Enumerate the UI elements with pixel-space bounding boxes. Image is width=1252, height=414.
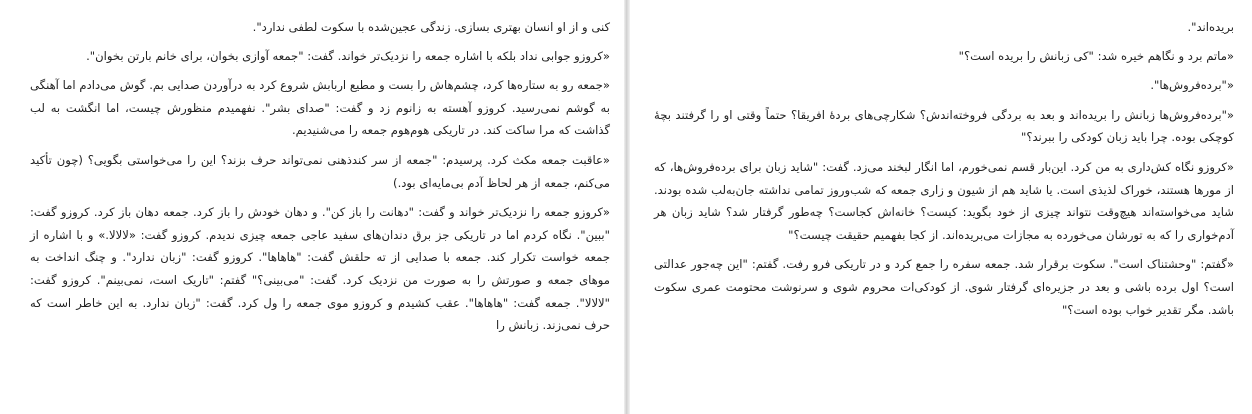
paragraph: «ماتم برد و نگاهم خیره شد: "کی زبانش را بریده است؟" bbox=[958, 48, 1234, 63]
paragraph: «"برده‌فروش‌ها زبانش را بریده‌اند و بعد به بردگی فروخته‌اندش؟ شکارچی‌های بردهٔ افریقا؟ حتماً وقتی او را گرفتند بچهٔ کوچکی بوده. چرا باید زبان کودکی را ببرند؟" bbox=[654, 107, 1234, 145]
paragraph: کنی و از او انسان بهتری بسازی. زندگی عجین‌شده با سکوت لطفی ندارد". bbox=[252, 20, 610, 34]
right-page bbox=[654, 16, 1234, 328]
paragraph: «کروزو جوابی نداد بلکه با اشاره جمعه را نزدیک‌تر خواند. گفت: "جمعه آوازی بخوان، برای خانم بارتن بخوان". bbox=[86, 48, 610, 63]
paragraph: بریده‌اند". bbox=[1187, 20, 1234, 34]
paragraph: «گفتم: "وحشتناک است". سکوت برقرار شد. جمعه سفره را جمع کرد و در تاریکی فرو رفت. گفتم: "این چه‌جور عدالتی است؟ اول برده باشی و بعد در جزیره‌ای گرفتار شوی. از کودکی‌ات محروم شوی و سرنوشت محتومت عمری سکوت باشد. مگر تقدیر خواب بوده است؟" bbox=[654, 257, 1234, 317]
paragraph: «جمعه رو به ستاره‌ها کرد، چشم‌هاش را بست و مطیع اربابش شروع کرد به درآوردن صدایی بم. گوش می‌دادم اما آهنگی به گوشم نمی‌رسید. کروزو آهسته به زانوم زد و گفت: "صدای بشر". نفهمیدم منظورش چیست، اما انگشت به لب گذاشت که مرا ساکت کند. در تاریکی هوم‌هوم جمعه را می‌شنیدیم. bbox=[30, 78, 610, 138]
left-page bbox=[30, 16, 610, 344]
paragraph: «"برده‌فروش‌ها". bbox=[1150, 78, 1234, 93]
paragraph: «کروزو جمعه را نزدیک‌تر خواند و گفت: "دهانت را باز کن". و دهان خودش را باز کرد. جمعه دهان باز کرد. کروزو گفت: "ببین". نگاه کردم اما در تاریکی جز برق دندان‌های سفید عاجی جمعه چیزی ندیدم. کروزو گفت: «لالالا.» و با اشاره از جمعه خواست تکرار کند. جمعه با صدایی از ته حلقش گفت: "هاهاها". کروزو گفت: "زبان ندارد". و چنگ انداخت به موهای جمعه و صورتش را به صورت من نزدیک کرد. گفت: "می‌بینی؟" گفتم: "تاریک است، نمی‌بینم". کروزو گفت: "لالالا". جمعه گفت: "هاهاها". عقب کشیدم و کروزو موی جمعه را ول کرد. گفت: "زبان ندارد. به این خاطر است که حرف نمی‌زند. زبانش را bbox=[30, 205, 610, 333]
book-gutter bbox=[624, 0, 630, 414]
paragraph: «عاقبت جمعه مکث کرد. پرسیدم: "جمعه از سر کندذهنی نمی‌تواند حرف بزند؟ این را می‌خواستی بگویی؟ (چون تأکید می‌کنم، جمعه از هر لحاظ آدم بی‌مایه‌ای بود.) bbox=[30, 152, 610, 190]
paragraph: «کروزو نگاه کش‌داری به من کرد. این‌بار قسم نمی‌خورم، اما انگار لبخند می‌زد. گفت: "شاید زبان برای برده‌فروش‌ها، که از مورها هستند، خوراک لذیذی است. یا شاید هم از شیون و زاری جمعه که شب‌وروز تمامی نداشته جان‌به‌لب شده بودند. شاید می‌خواسته‌اند هیچ‌وقت نتواند چیزی از خود بگوید: کیست؟ خانه‌اش کجاست؟ چه‌طور گرفتار شد؟ شاید زبان هر آدم‌خواری را که به تورشان می‌خورده به مجازات می‌بریده‌اند. از کجا بفهمیم حقیقت چیست؟" bbox=[654, 159, 1234, 242]
